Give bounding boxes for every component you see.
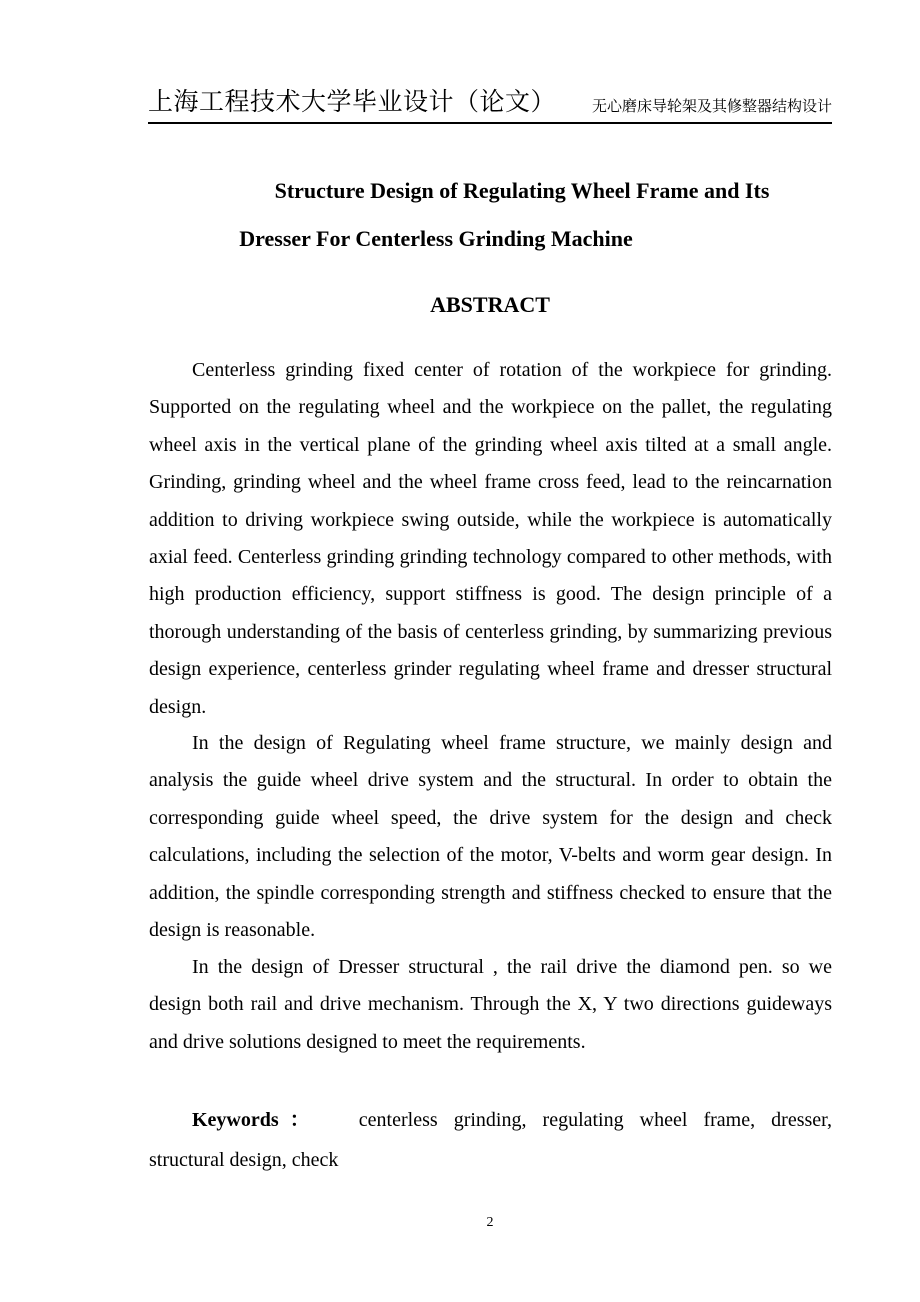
keywords-separator: ： <box>278 1109 321 1131</box>
header-university-title: 上海工程技术大学毕业设计（论文） <box>148 89 557 116</box>
abstract-heading: ABSTRACT <box>430 292 550 317</box>
abstract-paragraph <box>149 949 832 1061</box>
header-thesis-title: 无心磨床导轮架及其修整器结构设计 <box>591 99 832 115</box>
page-header <box>148 86 832 124</box>
abstract-paragraph-text: In the design of Regulating wheel frame structure, we mainly design and analysis the guide wheel drive system and the structural. In order to obtain the corresponding guide wheel speed, the drive system for the design and check calculations, including the selection of the motor, V-belts and worm gear design. In addition, the spindle corresponding strength and stiffness checked to ensure that the design is reasonable. <box>149 732 832 942</box>
keywords-label: Keywords <box>192 1109 279 1131</box>
paper-title-line-1: Structure Design of Regulating Wheel Frame and Its <box>274 178 770 203</box>
abstract-paragraph-text: Centerless grinding fixed center of rotation of the workpiece for grinding. Supported on the regulating wheel and the workpiece on the pallet, the regulating wheel axis in the vertical plane of the grinding wheel axis tilted at a small angle. Grinding, grinding wheel and the wheel frame cross feed, lead to the reincarnation addition to driving workpiece swing outside, while the workpiece is automatically axial feed. Centerless grinding grinding technology compared to other methods, with high production efficiency, support stiffness is good. The design principle of a thorough understanding of the basis of centerless grinding, by summarizing previous design experience, centerless grinder regulating wheel frame and dresser structural design. <box>149 359 832 718</box>
page-number: 2 <box>486 1215 494 1230</box>
paper-title-line-2: Dresser For Centerless Grinding Machine <box>239 226 633 251</box>
abstract-paragraph <box>149 725 832 949</box>
abstract-paragraph <box>149 352 832 726</box>
abstract-paragraph-text: In the design of Dresser structural , the rail drive the diamond pen. so we design both rail and drive mechanism. Through the X, Y two directions guideways and drive solutions designed to meet the requirements. <box>149 956 832 1053</box>
keywords-text: centerless grinding, regulating wheel frame, dresser, structural design, check <box>149 1109 833 1171</box>
keywords-section <box>149 1100 832 1180</box>
